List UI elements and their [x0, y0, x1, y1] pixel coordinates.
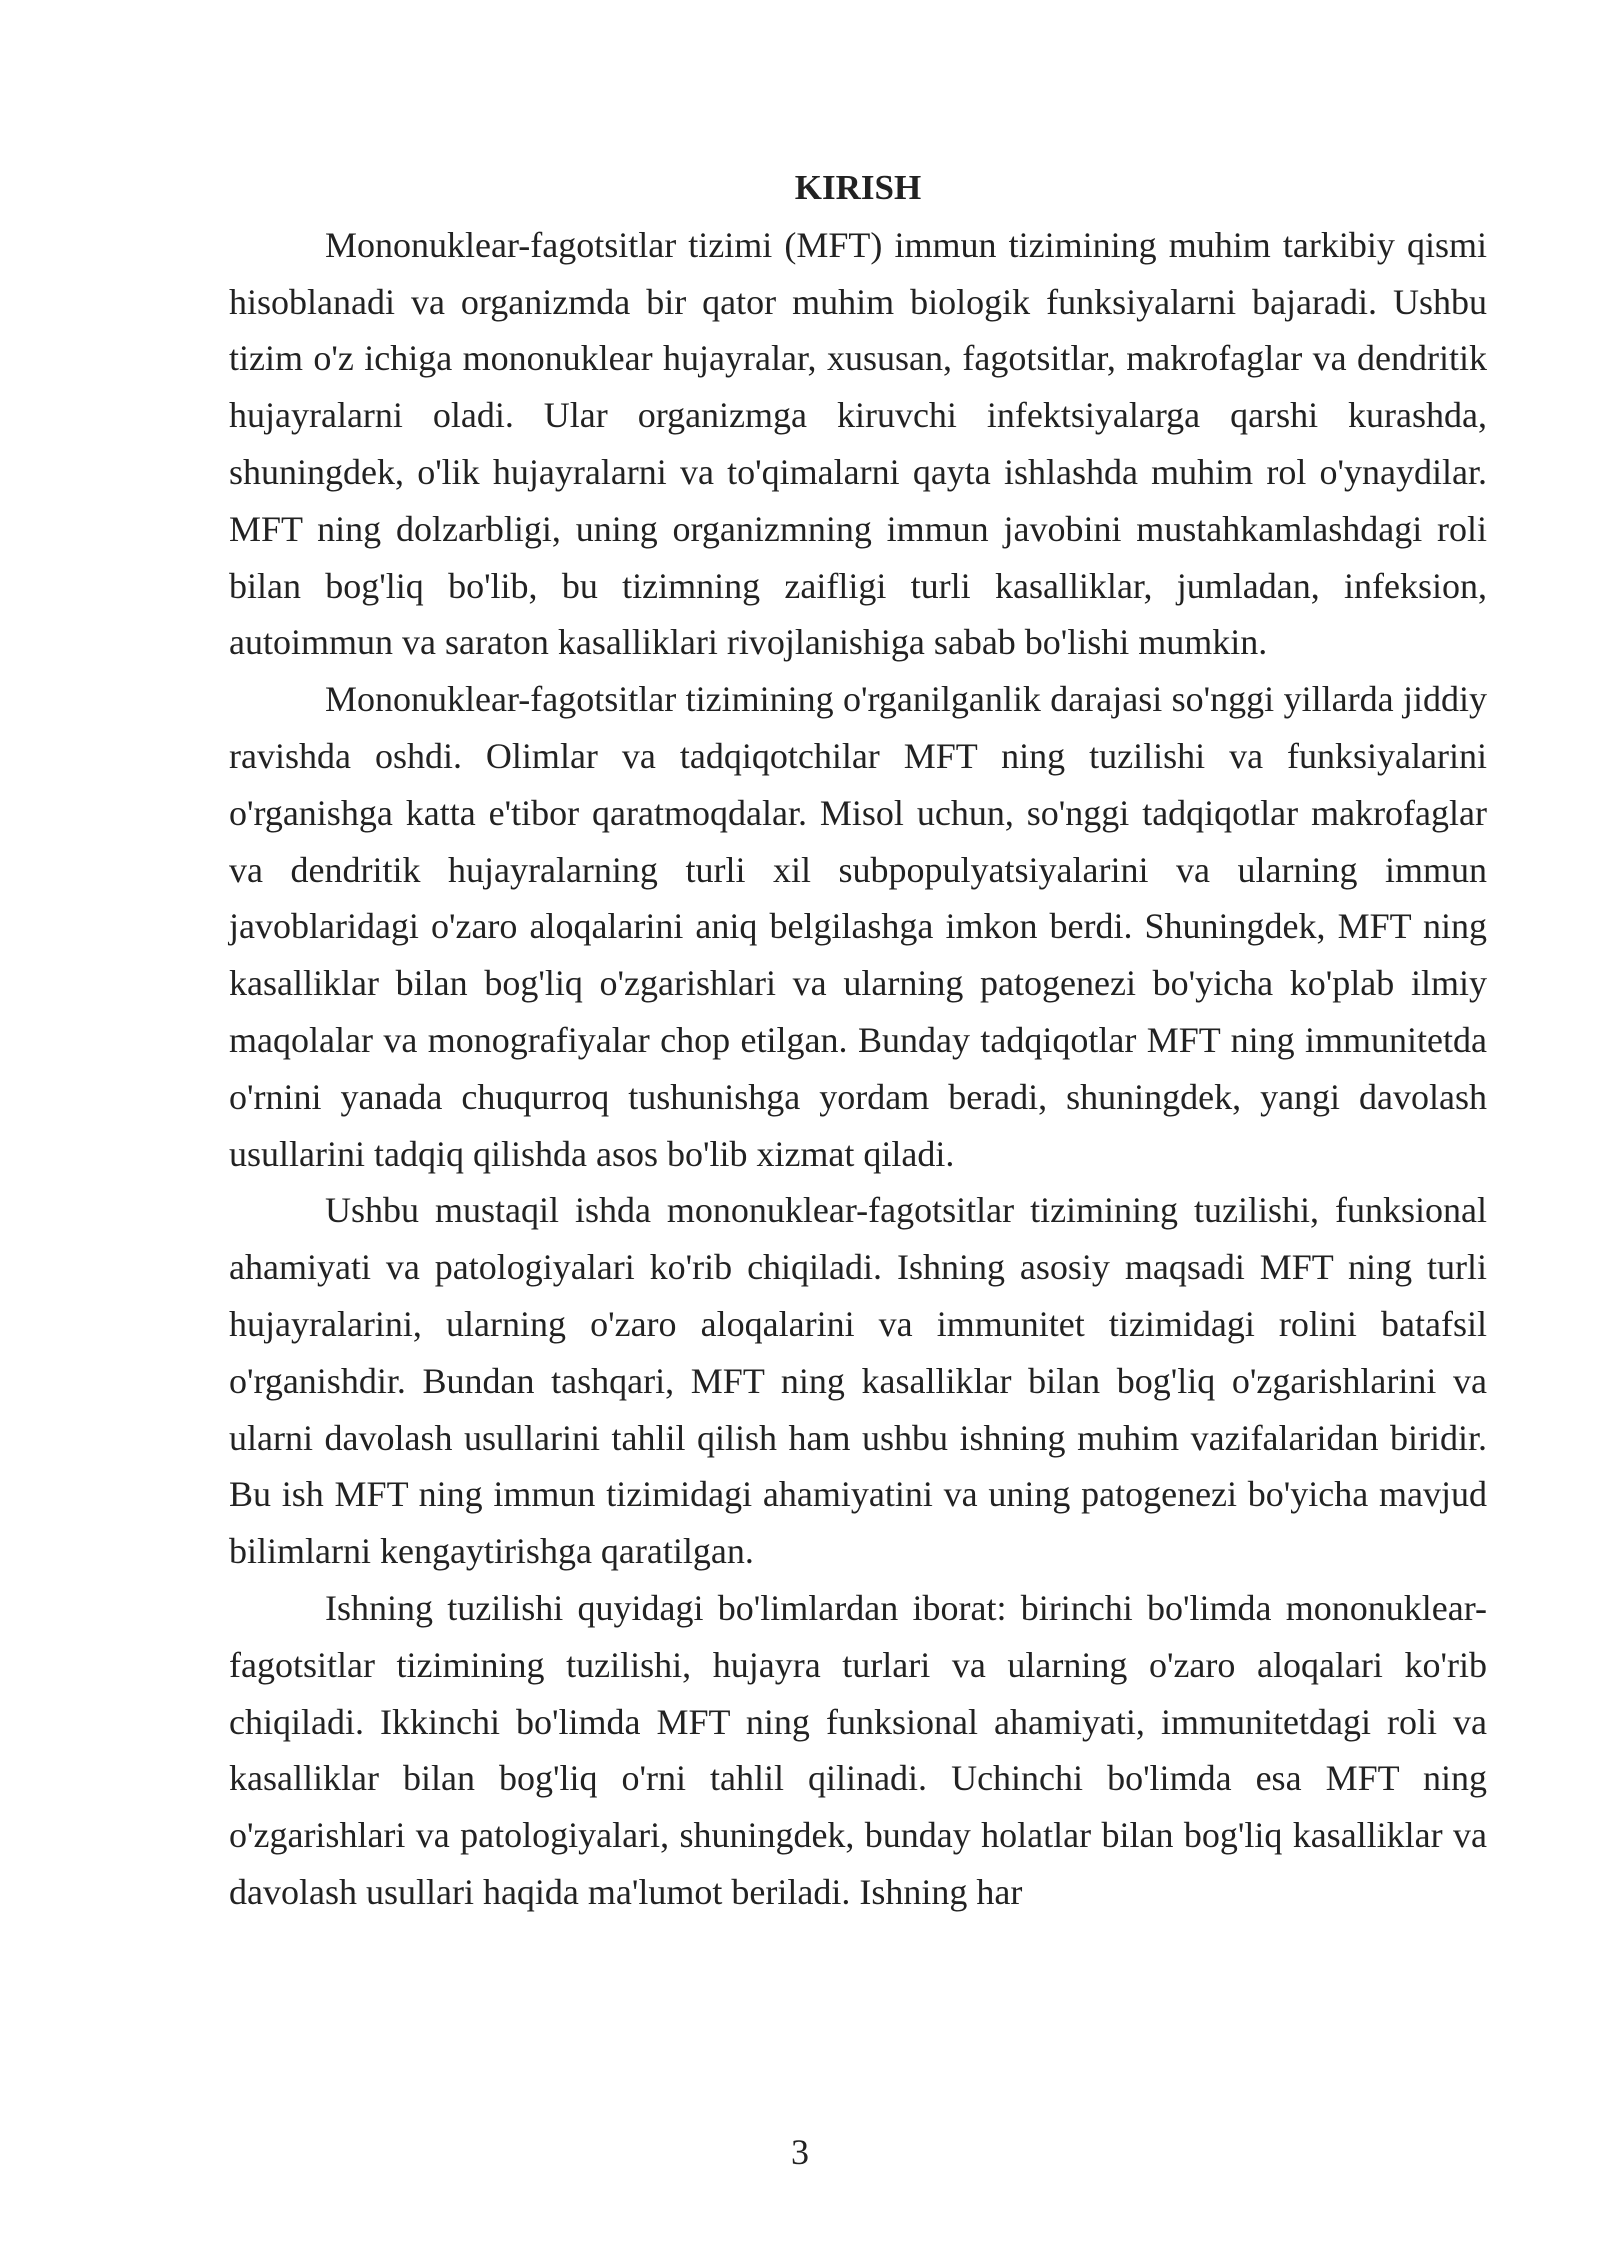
- page-number: 3: [791, 2132, 809, 2172]
- paragraph-2: Mononuklear-fagotsitlar tizimining o'rganilganlik darajasi so'nggi yillarda jiddiy ravishda oshdi. Olimlar va tadqiqotchilar MFT ning tuzilishi va funksiyalarini o'rganishga katta e'tibor qaratmoqdalar. Misol uchun, so'nggi tadqiqotlar makrofaglar va dendritik hujayralarning turli xil subpopulyatsiyalarini va ularning immun javoblaridagi o'zaro aloqalarini aniq belgilashga imkon berdi. Shuningdek, MFT ning kasalliklar bilan bog'liq o'zgarishlari va ularning patogenezi bo'yicha ko'plab ilmiy maqolalar va monografiyalar chop etilgan. Bunday tadqiqotlar MFT ning immunitetda o'rnini yanada chuqurroq tushunishga yordam beradi, shuningdek, yangi davolash usullarini tadqiq qilishda asos bo'lib xizmat qiladi.: [229, 679, 1487, 1174]
- page-content: [229, 160, 1487, 1921]
- section-heading: KIRISH: [794, 168, 922, 207]
- paragraph-1: Mononuklear-fagotsitlar tizimi (MFT) immun tizimining muhim tarkibiy qismi hisoblanadi va organizmda bir qator muhim biologik funksiyalarni bajaradi. Ushbu tizim o'z ichiga mononuklear hujayralar, xususan, fagotsitlar, makrofaglar va dendritik hujayralarni oladi. Ular organizmga kiruvchi infektsiyalarga qarshi kurashda, shuningdek, o'lik hujayralarni va to'qimalarni qayta ishlashda muhim rol o'ynaydilar. MFT ning dolzarbligi, uning organizmning immun javobini mustahkamlashdagi roli bilan bog'liq bo'lib, bu tizimning zaifligi turli kasalliklar, jumladan, infeksion, autoimmun va saraton kasalliklari rivojlanishiga sabab bo'lishi mumkin.: [229, 224, 1487, 663]
- paragraph-4: Ishning tuzilishi quyidagi bo'limlardan iborat: birinchi bo'limda mononuklear-fagotsitlar tizimining tuzilishi, hujayra turlari va ularning o'zaro aloqalari ko'rib chiqiladi. Ikkinchi bo'limda MFT ning funksional ahamiyati, immunitetdagi roli va kasalliklar bilan bog'liq o'rni tahlil qilinadi. Uchinchi bo'limda esa MFT ning o'zgarishlari va patologiyalari, shuningdek, bunday holatlar bilan bog'liq kasalliklar va davolash usullari haqida ma'lumot beriladi. Ishning har: [229, 1587, 1487, 1912]
- paragraph-3: Ushbu mustaqil ishda mononuklear-fagotsitlar tizimining tuzilishi, funksional ahamiyati va patologiyalari ko'rib chiqiladi. Ishning asosiy maqsadi MFT ning turli hujayralarini, ularning o'zaro aloqalarini va immunitet tizimidagi rolini batafsil o'rganishdir. Bundan tashqari, MFT ning kasalliklar bilan bog'liq o'zgarishlarini va ularni davolash usullarini tahlil qilish ham ushbu ishning muhim vazifalaridan biridir. Bu ish MFT ning immun tizimidagi ahamiyatini va uning patogenezi bo'yicha mavjud bilimlarni kengaytirishga qaratilgan.: [229, 1190, 1487, 1572]
